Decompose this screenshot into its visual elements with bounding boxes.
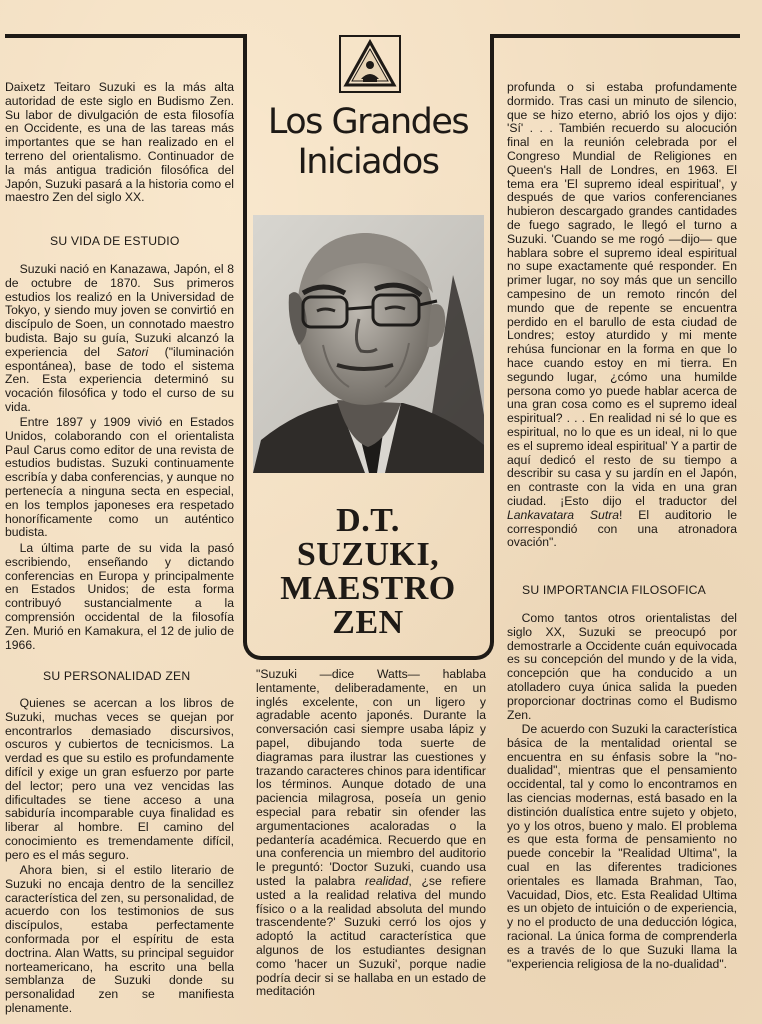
watts-text-b: , ¿se refiere usted a la realidad relativa del mundo físico o a la realidad absoluta del mundo trascendente?' Suzuki cerró los ojos y adoptó la actitud característica que algunos de los estudiantes designan como 'hacer un Suzuki', porque nadie podría decir si se hallaba en un estado de meditación	[256, 873, 486, 999]
continuation-emphasis: Lankavatara Sutra	[507, 507, 620, 522]
estudio-paragraph-1	[5, 263, 234, 415]
series-title	[252, 102, 484, 182]
heading-personalidad-zen: SU PERSONALIDAD ZEN	[43, 669, 191, 683]
personalidad-paragraph-2: Ahora bien, si el estilo literario de Suzuki no encaja dentro de la sencillez característica del zen, su personalidad, de acuerdo con los testimonios de sus discípulos, estaba perfectamente conformada por el espíritu de esta doctrina. Alan Watts, su principal seguidor norteamericano, ha escrito una bella semblanza de Suzuki donde su personalidad zen se manifiesta plenamente.	[5, 863, 234, 1015]
temple-triangle-emblem-icon	[339, 35, 401, 93]
article-title-line1: D.T.	[336, 502, 400, 539]
continuation-paragraph	[507, 81, 737, 550]
heading-vida-estudio: SU VIDA DE ESTUDIO	[50, 234, 180, 248]
continuation-text-a: profunda o si estaba profundamente dormido. Tras casi un minuto de silencio, que se hizo eterno, abrió los ojos y dijo: 'Sí' . . . También recuerdo su alocución final en la reunión celebrada por el Congreso Mundial de Religiones en Queen's Hall de Londres, en 1963. El tema era 'El supremo ideal espiritual', y después de que varios conferencianes hubieron descargado grandes cantidades de fuego sagrado, le llegó el turno a Suzuki. 'Cuando se me rogó —dijo— que hablara sobre el supremo ideal espiritual no supe exactamente qué responder. En primer lugar, no soy más que un sencillo campesino de un remoto rincón del mundo que de repente se encuentra perdido en el barullo de esta ciudad de Londres; estoy aturdido y mi mente rehúsa funcionar en la forma en que lo hace cuando estoy en mi tierra. En segundo lugar, ¿cómo una humilde persona como yo puede hablar acerca de una gran cosa como es el supremo ideal espiritual? . . . En realidad ni sé lo que es espiritual, no lo que es un ideal, ni lo que es el supremo ideal espiritual' Y a partir de aquí dedicó el resto de su tiempo a describir su casa y su jardín en el Japón, en contraste con la vida en una gran ciudad. ¡Esto dijo el traductor del	[507, 80, 737, 508]
estudio-p1-emphasis: Satori	[116, 344, 149, 359]
watts-quote-paragraph	[256, 668, 486, 999]
portrait-photo	[253, 215, 484, 473]
series-title-line1: Los Grandes	[267, 102, 469, 142]
watts-emphasis: realidad	[365, 873, 409, 888]
series-title-line2: Iniciados	[297, 142, 439, 182]
personalidad-paragraph-1: Quienes se acercan a los libros de Suzuki, muchas veces se quejan por encontrarlos demasiado discursivos, oscuros y cubiertos de tecnicismos. La verdad es que su estilo es profundamente difícil y exige un gran esfuerzo por parte del lector; pero una vez vencidas las dificultades se tiene acceso a una sabiduría incomparable cuya finalidad es liberar al hombre. El camino del conocimiento es tremendamente difícil, pero es el más seguro.	[5, 696, 234, 862]
estudio-paragraph-2: Entre 1897 y 1909 vivió en Estados Unidos, colaborando con el orientalista Paul Carus como editor de una revista de estudios budistas. Suzuki continuamente escribía y daba conferencias, y aunque no pertenecía a ninguna secta en especial, en los templos japoneses era respetado honoríficamente como un auténtico budista.	[5, 415, 235, 540]
importancia-paragraph-2: De acuerdo con Suzuki la característica básica de la mentalidad oriental se encuentra en su énfasis sobre la "no-dualidad", mientras que el pensamiento occidental, tal y como lo encontramos en las ciencias modernas, está basado en la distinción dualística entre sujeto y objeto, yo y los otros, bueno y malo. El problema es que esta forma de pensamiento no puede concebir la "Realidad Ultima", la cual en las diferentes tradiciones orientales es llamada Brahman, Tao, Vacuidad, Dios, etc. Esta Realidad Ultima es un objeto de intuición o de experiencia, y no el producto de una deducción lógica, racional. La única forma de comprenderla es a través de lo que Suzuki llama la "experiencia religiosa de la no-dualidad".	[507, 722, 737, 971]
estudio-paragraph-3: La última parte de su vida la pasó escribiendo, enseñando y dictando conferencias en Europa y principalmente en Estados Unidos; de esta forma contribuyó sustancialmente a la comprensión occidental de la filosofía Zen. Murió en Kamakura, el 12 de julio de 1966.	[5, 541, 234, 652]
article-title-line2: SUZUKI,	[296, 536, 440, 573]
estudio-p1-text-b: ("iluminación espontánea), base de todo el sistema Zen. Esta experiencia determinó su vocación filosófica y todo el curso de su vida.	[5, 344, 234, 414]
panel-border-left	[243, 34, 247, 638]
heading-importancia-filosofica: SU IMPORTANCIA FILOSOFICA	[522, 583, 707, 597]
estudio-p1-text-a: Suzuki nació en Kanazawa, Japón, el 8 de octubre de 1870. Sus primeros estudios los realizó en la Universidad de Tokyo, y siendo muy joven se convirtió en discípulo de Soen, un connotado maestro budista. Bajo su guía, Suzuki alcanzó la experiencia del	[5, 262, 234, 359]
top-rule-left	[5, 34, 247, 38]
top-rule-right	[490, 34, 740, 38]
intro-paragraph: Daixetz Teitaro Suzuki es la más alta autoridad de este siglo en Budismo Zen. Su labor de divulgación de esta filosofía en Occidente, es una de las tareas más importantes que se han realizado en el terreno del orientalismo. Continuador de la más antigua tradición filosófica del Japón, Suzuki pasará a la historia como el maestro Zen del siglo XX.	[5, 80, 234, 205]
article-title-line4: ZEN	[332, 604, 404, 641]
importancia-paragraph-1: Como tantos otros orientalistas del siglo XX, Suzuki se preocupó por demostrarle a Occidente cuán equivocada es su concepción del mundo y de la vida, concepción que ha conducido a un atolladero cuya única salida la pueden proporcionar doctrinas como el Budismo Zen.	[507, 611, 737, 722]
article-title	[252, 504, 484, 640]
watts-text-a: "Suzuki —dice Watts— hablaba lentamente, deliberadamente, en un inglés excelente, con un ligero y agradable acento japonés. Durante la conversación casi siempre usaba lápiz y papel, dibujando toda suerte de diagramas para ilustrar las cuestiones y trazando caracteres chinos para identificar los términos. Aunque dotado de una paciencia milagrosa, poseía un genio especial para rebatir sin ofender las argumentaciones acaloradas o la pedantería académica. Recuerdo que en una conferencia un miembro del auditorio le preguntó: 'Doctor Suzuki, cuando usa usted la palabra	[256, 667, 486, 888]
article-title-line3: MAESTRO	[280, 570, 456, 607]
continuation-text-b: ! El auditorio le correspondió con una atronadora ovación".	[507, 507, 737, 550]
panel-border-right	[490, 34, 494, 638]
